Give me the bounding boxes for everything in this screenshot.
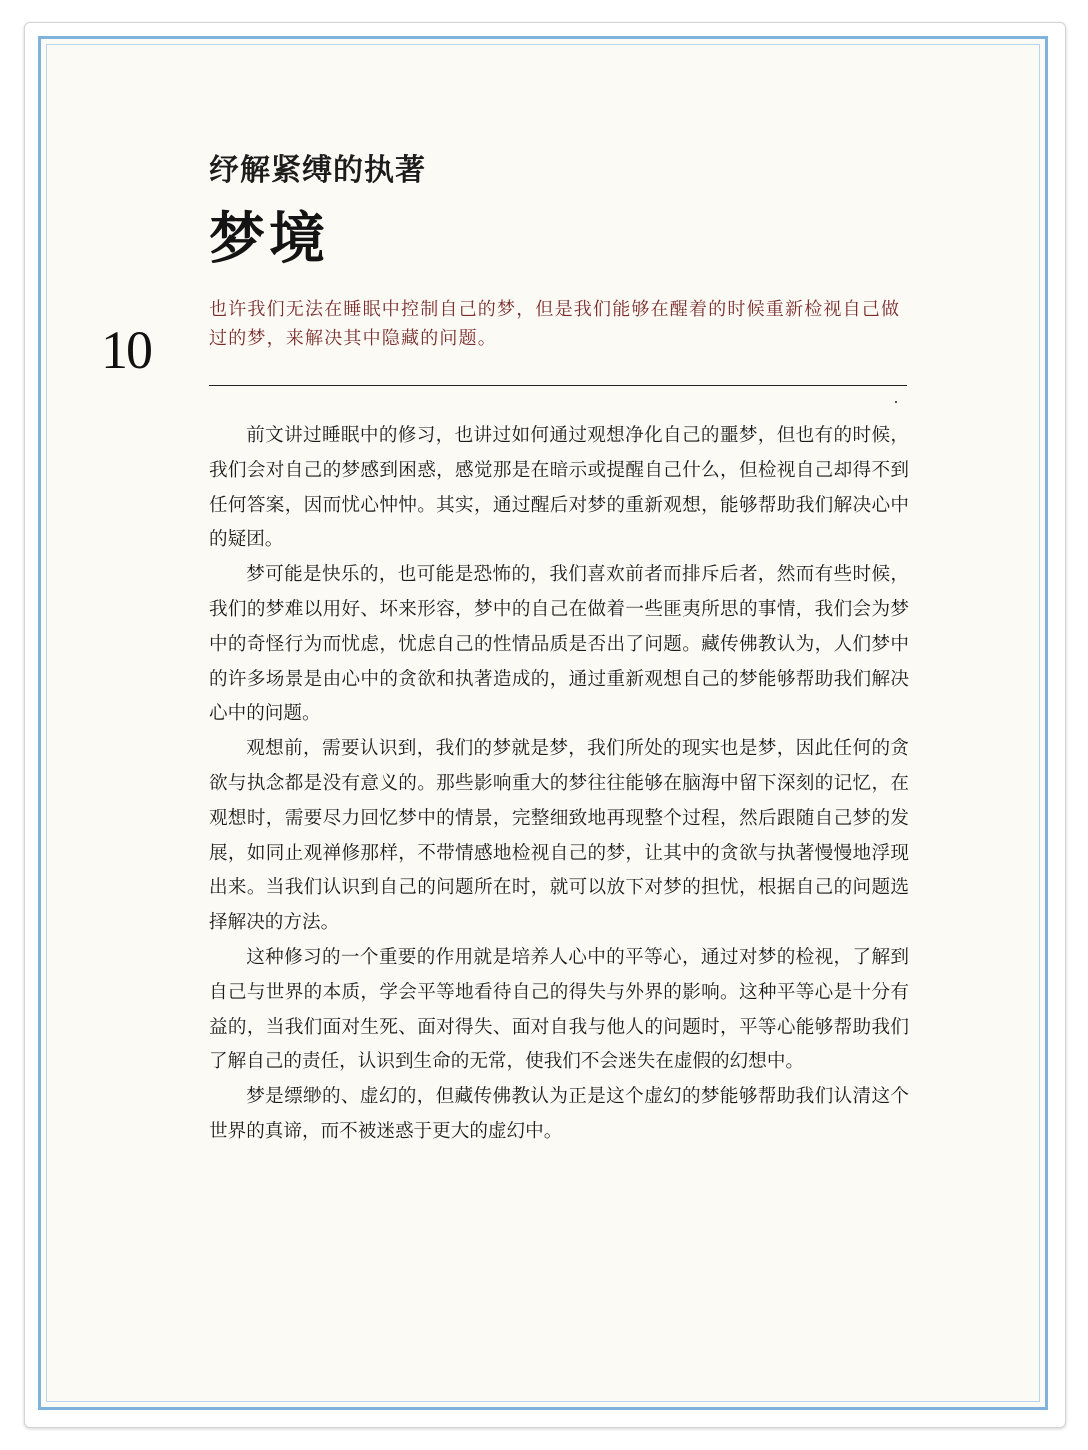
chapter-number: 10 [101,320,151,380]
section-divider [209,385,907,386]
print-speck [895,401,897,403]
chapter-title: 梦境 [209,206,329,272]
paragraph: 这种修习的一个重要的作用就是培养人心中的平等心，通过对梦的检视，了解到自己与世界的本质，学会平等地看待自己的得失与外界的影响。这种平等心是十分有益的，当我们面对生死、面对得失、面对自我与他人的问题时，平等心能够帮助我们了解自己的责任，认识到生命的无常，使我们不会迷失在虚假的幻想中。 [209,946,909,1073]
paragraph: 梦可能是快乐的，也可能是恐怖的，我们喜欢前者而排斥后者，然而有些时候，我们的梦难以用好、坏来形容，梦中的自己在做着一些匪夷所思的事情，我们会为梦中的奇怪行为而忧虑，忧虑自己的性情品质是否出了问题。藏传佛教认为，人们梦中的许多场景是由心中的贪欲和执著造成的，通过重新观想自己的梦能够帮助我们解决心中的问题。 [209,564,909,725]
chapter-subtitle: 纾解紧缚的执著 [209,153,426,188]
page-border [38,36,1048,1410]
paragraph: 观想前，需要认识到，我们的梦就是梦，我们所处的现实也是梦，因此任何的贪欲与执念都是没有意义的。那些影响重大的梦往往能够在脑海中留下深刻的记忆，在观想时，需要尽力回忆梦中的情景，完整细致地再现整个过程，然后跟随自己梦的发展，如同止观禅修那样，不带情感地检视自己的梦，让其中的贪欲与执著慢慢地浮现出来。当我们认识到自己的问题所在时，就可以放下对梦的担忧，根据自己的问题选择解决的方法。 [209,738,909,934]
paragraph: 前文讲过睡眠中的修习，也讲过如何通过观想净化自己的噩梦，但也有的时候，我们会对自己的梦感到困惑，感觉那是在暗示或提醒自己什么，但检视自己却得不到任何答案，因而忧心忡忡。其实，通过醒后对梦的重新观想，能够帮助我们解决心中的疑团。 [209,425,909,551]
body-text [209,419,909,1150]
paragraph: 梦是缥缈的、虚幻的，但藏传佛教认为正是这个虚幻的梦能够帮助我们认清这个世界的真谛，而不被迷惑于更大的虚幻中。 [209,1086,909,1142]
chapter-intro: 也许我们无法在睡眠中控制自己的梦，但是我们能够在醒着的时候重新检视自己做过的梦，来解决其中隐藏的问题。 [209,299,901,349]
